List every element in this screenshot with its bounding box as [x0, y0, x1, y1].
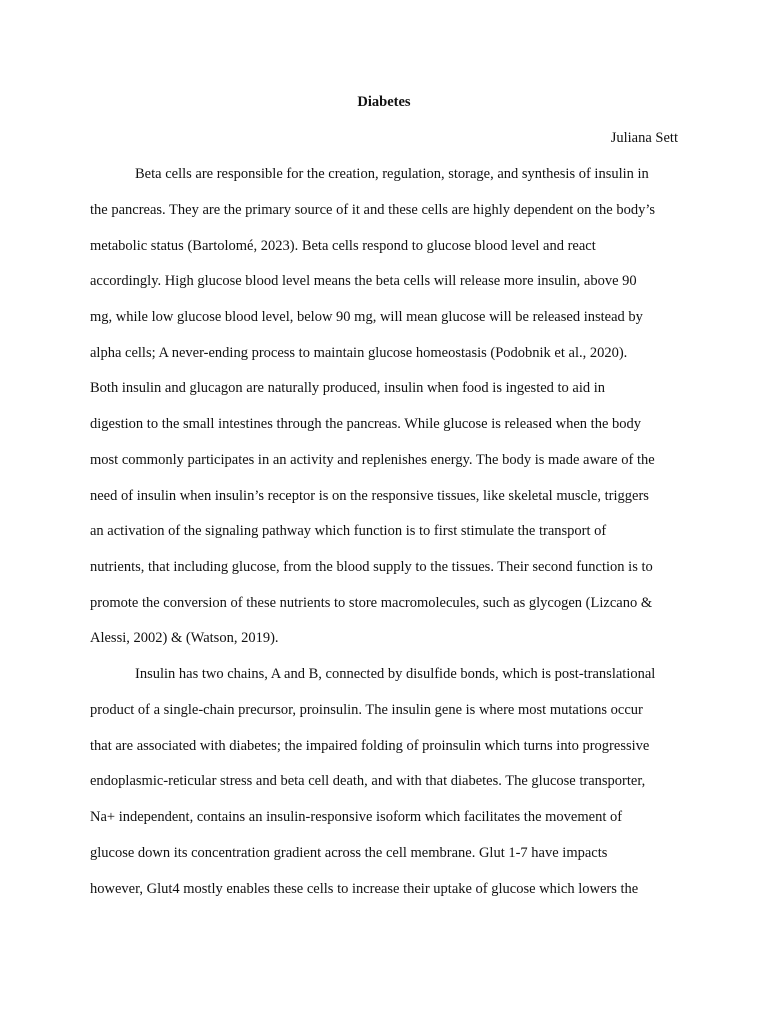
- body-line: however, Glut4 mostly enables these cells to increase their uptake of glucose which lowers the: [90, 881, 639, 897]
- body-line: need of insulin when insulin’s receptor is on the responsive tissues, like skeletal muscle, triggers: [90, 488, 649, 504]
- author-name: Juliana Sett: [610, 130, 678, 146]
- body-line: that are associated with diabetes; the impaired folding of proinsulin which turns into progressive: [90, 738, 650, 754]
- body-line: mg, while low glucose blood level, below 90 mg, will mean glucose will be released instead by: [90, 309, 643, 325]
- body-line: Beta cells are responsible for the creation, regulation, storage, and synthesis of insulin in: [135, 166, 649, 182]
- body-line: most commonly participates in an activity and replenishes energy. The body is made aware of the: [90, 452, 655, 468]
- body-line: an activation of the signaling pathway which function is to first stimulate the transport of: [90, 523, 607, 539]
- body-line: promote the conversion of these nutrients to store macromolecules, such as glycogen (Lizcano &: [90, 595, 653, 611]
- body-line: glucose down its concentration gradient across the cell membrane. Glut 1-7 have impacts: [90, 845, 608, 861]
- body-line: the pancreas. They are the primary source of it and these cells are highly dependent on the body’s: [90, 202, 656, 218]
- document-title: Diabetes: [357, 94, 411, 110]
- body-line: metabolic status (Bartolomé, 2023). Beta cells respond to glucose blood level and react: [90, 238, 596, 254]
- body-line: digestion to the small intestines through the pancreas. While glucose is released when the body: [90, 416, 641, 432]
- body-line: endoplasmic-reticular stress and beta cell death, and with that diabetes. The glucose transporter,: [90, 773, 646, 789]
- body-line: nutrients, that including glucose, from the blood supply to the tissues. Their second function is to: [90, 559, 653, 575]
- body-line: alpha cells; A never-ending process to maintain glucose homeostasis (Podobnik et al., 2020).: [90, 345, 628, 361]
- body-line: Insulin has two chains, A and B, connected by disulfide bonds, which is post-translational: [135, 666, 656, 682]
- body-line: Na+ independent, contains an insulin-responsive isoform which facilitates the movement of: [90, 809, 623, 825]
- body-line: Alessi, 2002) & (Watson, 2019).: [90, 630, 279, 646]
- body-line: product of a single-chain precursor, proinsulin. The insulin gene is where most mutations occur: [90, 702, 643, 718]
- body-line: Both insulin and glucagon are naturally produced, insulin when food is ingested to aid in: [90, 380, 606, 396]
- body-line: accordingly. High glucose blood level means the beta cells will release more insulin, above 90: [90, 273, 637, 289]
